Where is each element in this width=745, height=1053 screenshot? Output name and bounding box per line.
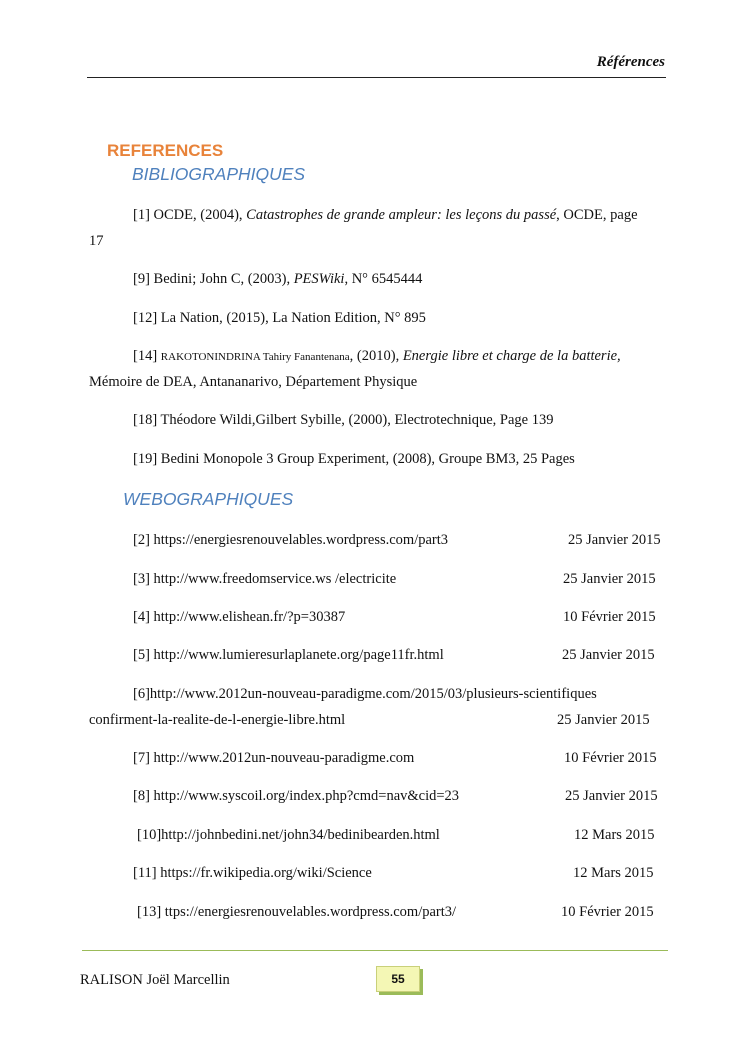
web-entry-5: [5] http://www.lumieresurlaplanete.org/page11fr.html: [133, 647, 444, 663]
bib-entry-9: [133, 271, 422, 288]
web-entry-6: [6]http://www.2012un-nouveau-paradigme.com/2015/03/plusieurs-scientifiques: [133, 686, 597, 702]
bib-entry-14-title: Energie libre et charge de la batterie,: [402, 348, 621, 364]
web-entry-10: [10]http://johnbedini.net/john34/bedinibearden.html: [137, 827, 440, 843]
bib-entry-14: [133, 348, 621, 365]
bib-entry-9-prefix: [9] Bedini; John C, (2003),: [133, 271, 294, 287]
web-entry-5-date: 25 Janvier 2015: [562, 647, 655, 663]
bib-entry-14-prefix: [14]: [133, 348, 161, 364]
bib-entry-1-continuation: 17: [89, 233, 104, 249]
footer-author: RALISON Joël Marcellin: [80, 972, 230, 988]
web-entry-11-date: 12 Mars 2015: [573, 865, 654, 881]
web-entry-2-date: 25 Janvier 2015: [568, 532, 661, 548]
running-header-title: Références: [596, 54, 665, 70]
web-entry-6-date: 25 Janvier 2015: [557, 712, 650, 728]
bib-entry-1-rest: , OCDE, page: [556, 207, 638, 223]
footer-rule: [82, 950, 668, 951]
web-entry-10-date: 12 Mars 2015: [574, 827, 655, 843]
web-entry-13: [13] ttps://energiesrenouvelables.wordpress.com/part3/: [137, 904, 457, 920]
web-entry-7-date: 10 Février 2015: [564, 750, 657, 766]
bib-entry-12: [12] La Nation, (2015), La Nation Edition, N° 895: [133, 310, 426, 326]
web-entry-3: [3] http://www.freedomservice.ws /electricite: [133, 571, 397, 587]
web-entry-6-continuation: confirment-la-realite-de-l-energie-libre.html: [89, 712, 346, 728]
bib-entry-1-prefix: [1] OCDE, (2004),: [133, 207, 247, 223]
page-number: 55: [376, 966, 420, 992]
web-entry-3-date: 25 Janvier 2015: [563, 571, 656, 587]
web-entry-13-date: 10 Février 2015: [561, 904, 654, 920]
header-rule: [87, 77, 666, 78]
web-entry-7: [7] http://www.2012un-nouveau-paradigme.com: [133, 750, 415, 766]
web-entry-11: [11] https://fr.wikipedia.org/wiki/Science: [133, 865, 372, 881]
webography-heading: WEBOGRAPHIQUES: [123, 489, 294, 509]
bibliography-heading: BIBLIOGRAPHIQUES: [132, 164, 306, 184]
bib-entry-14-continuation: Mémoire de DEA, Antananarivo, Département Physique: [89, 374, 418, 390]
web-entry-4-date: 10 Février 2015: [563, 609, 656, 625]
web-entry-8-date: 25 Janvier 2015: [565, 788, 658, 804]
bib-entry-1-title: Catastrophes de grande ampleur: les leçons du passé: [246, 207, 557, 223]
bib-entry-9-title: PESWiki: [293, 271, 345, 287]
references-heading: REFERENCES: [107, 141, 224, 160]
bib-entry-18: [18] Théodore Wildi,Gilbert Sybille, (2000), Electrotechnique, Page 139: [133, 412, 554, 428]
bib-entry-1: [133, 207, 638, 224]
bib-entry-19: [19] Bedini Monopole 3 Group Experiment, (2008), Groupe BM3, 25 Pages: [133, 451, 575, 467]
bib-entry-9-rest: , N° 6545444: [344, 271, 423, 287]
bib-entry-14-year: , (2010),: [349, 348, 403, 364]
web-entry-4: [4] http://www.elishean.fr/?p=30387: [133, 609, 346, 625]
web-entry-2: [2] https://energiesrenouvelables.wordpress.com/part3: [133, 532, 449, 548]
web-entry-8: [8] http://www.syscoil.org/index.php?cmd=nav&cid=23: [133, 788, 460, 804]
bib-entry-14-author: RAKOTONINDRINA Tahiry Fanantenana: [160, 351, 350, 363]
